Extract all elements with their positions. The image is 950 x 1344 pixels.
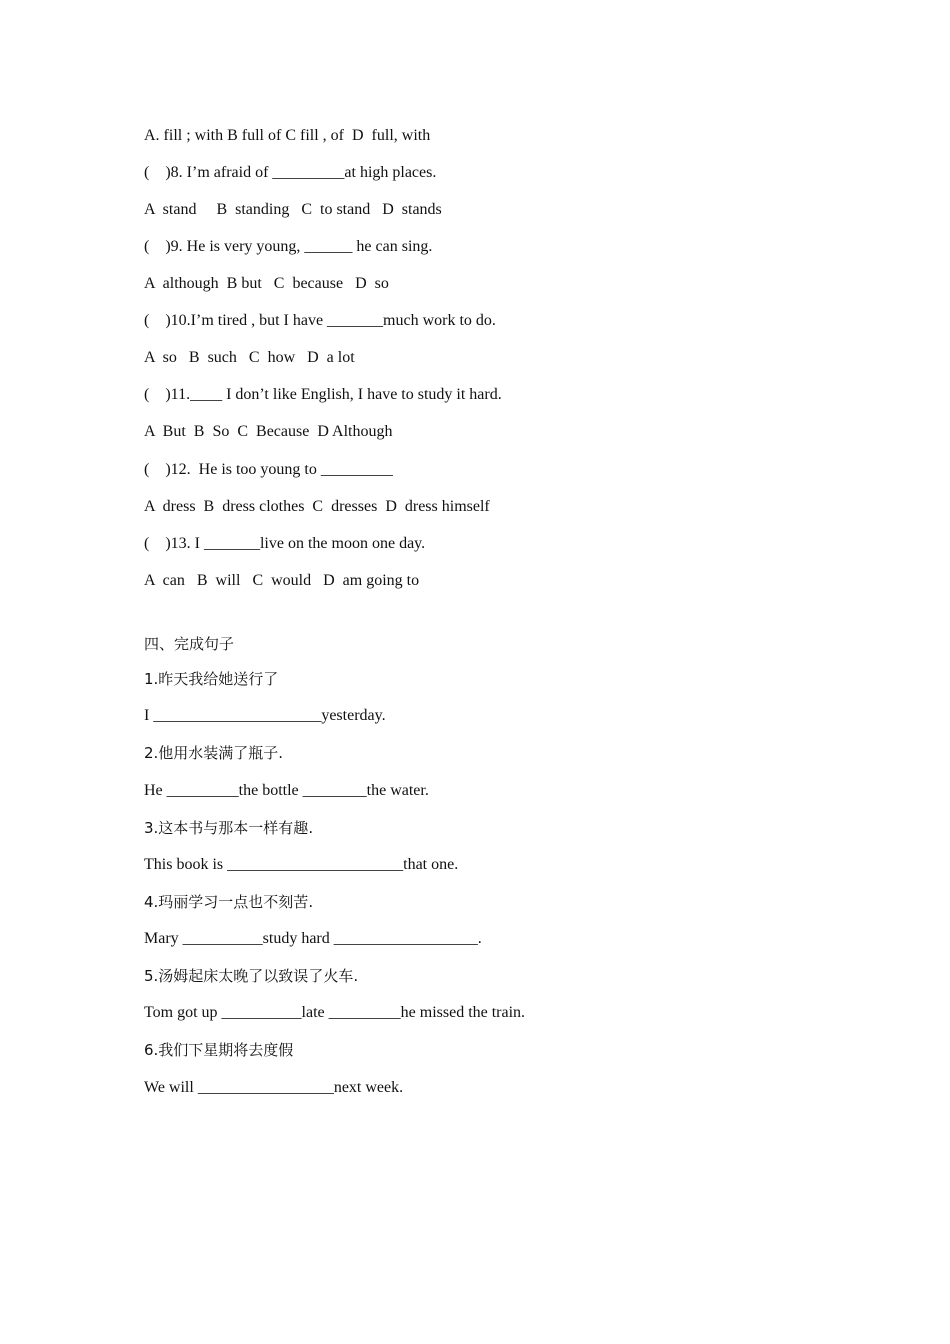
question-12: ( )12. He is too young to _________ [144, 461, 393, 478]
q9-options: A although B but C because D so [144, 275, 389, 292]
q12-options: A dress B dress clothes C dresses D dress himself [144, 498, 490, 515]
q7-options: A. fill ; with B full of C fill , of D full, with [144, 127, 431, 144]
sentence-1-answer: I _____________________yesterday. [144, 707, 386, 724]
sentence-3-answer: This book is ______________________that one. [144, 856, 459, 873]
question-8: ( )8. I’m afraid of _________at high places. [144, 164, 437, 181]
question-10: ( )10.I’m tired , but I have _______much work to do. [144, 312, 496, 329]
q10-options: A so B such C how D a lot [144, 349, 355, 366]
sentence-5-answer: Tom got up __________late _________he missed the train. [144, 1004, 526, 1021]
q13-options: A can B will C would D am going to [144, 572, 420, 589]
q11-options: A But B So C Because D Although [144, 423, 393, 440]
sentence-4-prompt: 4.玛丽学习一点也不刻苦. [144, 893, 314, 911]
q8-options: A stand B standing C to stand D stands [144, 201, 442, 218]
sentence-3-prompt: 3.这本书与那本一样有趣. [144, 819, 314, 837]
question-13: ( )13. I _______live on the moon one day. [144, 535, 426, 552]
question-11: ( )11.____ I don’t like English, I have to study it hard. [144, 386, 502, 403]
section-heading: 四、完成句子 [144, 635, 235, 653]
sentence-5-prompt: 5.汤姆起床太晚了以致误了火车. [144, 967, 359, 985]
sentence-6-answer: We will _________________next week. [144, 1079, 404, 1096]
sentence-4-answer: Mary __________study hard __________________. [144, 930, 482, 947]
sentence-2-answer: He _________the bottle ________the water. [144, 782, 429, 799]
sentence-1-prompt: 1.昨天我给她送行了 [144, 670, 279, 688]
sentence-6-prompt: 6.我们下星期将去度假 [144, 1041, 294, 1059]
sentence-2-prompt: 2.他用水装满了瓶子. [144, 744, 284, 762]
question-9: ( )9. He is very young, ______ he can sing. [144, 238, 433, 255]
